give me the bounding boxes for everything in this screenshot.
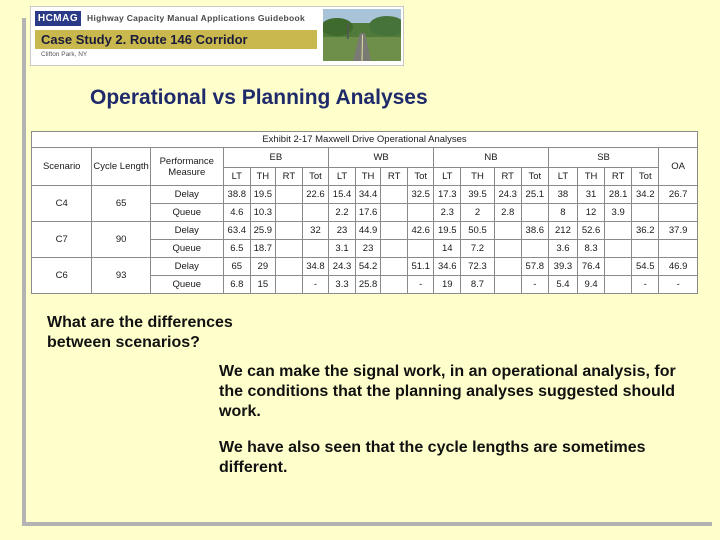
table-cell: 15: [250, 276, 275, 294]
table-cell: 19.5: [250, 186, 275, 204]
table-cell: 38.8: [223, 186, 250, 204]
table-cell: [381, 240, 408, 258]
table-cell: 54.2: [356, 258, 381, 276]
table-cell: [275, 204, 302, 222]
table-cell: [632, 204, 659, 222]
table-cell: [494, 276, 521, 294]
frame-bottom-border: [22, 522, 712, 526]
row-measure: Queue: [150, 204, 223, 222]
table-cell: [408, 204, 434, 222]
table-cell: [381, 222, 408, 240]
table-cell: 32: [302, 222, 328, 240]
table-cell: 17.3: [434, 186, 461, 204]
row-cycle: 65: [92, 186, 150, 222]
question-text: What are the differences between scenarios?: [47, 314, 233, 351]
table-cell: [605, 222, 632, 240]
table-cell: 9.4: [578, 276, 605, 294]
table-cell: [275, 276, 302, 294]
table-cell: 6.8: [223, 276, 250, 294]
header-nb-lt: LT: [434, 168, 461, 186]
table-cell: 17.6: [356, 204, 381, 222]
table-cell: 50.5: [461, 222, 494, 240]
table-cell: [521, 204, 548, 222]
header-nb-tot: Tot: [521, 168, 548, 186]
table-cell: 23: [328, 222, 355, 240]
table-cell: 3.3: [328, 276, 355, 294]
header-eb-tot: Tot: [302, 168, 328, 186]
table-cell: 3.6: [548, 240, 577, 258]
table-cell: 8: [548, 204, 577, 222]
table-cell: [521, 240, 548, 258]
table-cell: 29: [250, 258, 275, 276]
table-cell: 57.8: [521, 258, 548, 276]
table-caption: Exhibit 2-17 Maxwell Drive Operational Analyses: [32, 132, 698, 148]
hcmag-logo: HCMAG: [35, 11, 81, 26]
header-sb-rt: RT: [605, 168, 632, 186]
table-cell: [275, 258, 302, 276]
table-cell: [302, 240, 328, 258]
answer-text-1: We can make the signal work, in an operational analysis, for the conditions that the planning analyses suggested should work.: [219, 363, 676, 420]
table-cell: [494, 222, 521, 240]
row-scenario: C4: [32, 186, 92, 222]
header-sb: SB: [548, 148, 658, 168]
table-cell: 4.6: [223, 204, 250, 222]
header-nb-th: TH: [461, 168, 494, 186]
header-eb-lt: LT: [223, 168, 250, 186]
slide-title: Operational vs Planning Analyses: [90, 86, 428, 109]
header-performance-measure: Performance Measure: [150, 148, 223, 186]
table-cell: [605, 258, 632, 276]
table-cell: -: [302, 276, 328, 294]
table-cell: [659, 240, 698, 258]
table-cell: 7.2: [461, 240, 494, 258]
header-wb-th: TH: [356, 168, 381, 186]
table-cell: 44.9: [356, 222, 381, 240]
header-wb-lt: LT: [328, 168, 355, 186]
header-wb-rt: RT: [381, 168, 408, 186]
table-cell: -: [408, 276, 434, 294]
frame-left-border: [22, 18, 26, 526]
row-cycle: 93: [92, 258, 150, 294]
location-label: Clifton Park, NY: [41, 51, 88, 58]
table-cell: 5.4: [548, 276, 577, 294]
table-cell: 15.4: [328, 186, 355, 204]
table-cell: 2.3: [434, 204, 461, 222]
header-eb-th: TH: [250, 168, 275, 186]
road-photo: [323, 9, 401, 61]
answer-text-2: We have also seen that the cycle lengths are sometimes different.: [219, 439, 646, 476]
table-cell: 2: [461, 204, 494, 222]
header-nb-rt: RT: [494, 168, 521, 186]
row-measure: Queue: [150, 276, 223, 294]
table-cell: 18.7: [250, 240, 275, 258]
table-cell: 3.1: [328, 240, 355, 258]
table-cell: 8.7: [461, 276, 494, 294]
table-cell: 65: [223, 258, 250, 276]
table-cell: [408, 240, 434, 258]
table-cell: 34.6: [434, 258, 461, 276]
guidebook-title: Highway Capacity Manual Applications Guidebook: [87, 13, 305, 23]
table-row: [32, 186, 698, 204]
case-study-title: Case Study 2. Route 146 Corridor: [35, 30, 317, 49]
table-cell: 19: [434, 276, 461, 294]
table-cell: 25.8: [356, 276, 381, 294]
table-cell: [302, 204, 328, 222]
table-cell: 23: [356, 240, 381, 258]
table-cell: 31: [578, 186, 605, 204]
table-cell: 10.3: [250, 204, 275, 222]
table-cell: 34.4: [356, 186, 381, 204]
operational-analyses-table: [31, 131, 698, 294]
table-cell: [381, 204, 408, 222]
header-wb: WB: [328, 148, 433, 168]
table-cell: [605, 276, 632, 294]
table-cell: 54.5: [632, 258, 659, 276]
header-oa: OA: [659, 148, 698, 186]
table-cell: [605, 240, 632, 258]
table-cell: 26.7: [659, 186, 698, 204]
table-cell: 2.8: [494, 204, 521, 222]
table-cell: 24.3: [494, 186, 521, 204]
table-cell: [659, 204, 698, 222]
table-row: [32, 258, 698, 276]
table-cell: [381, 186, 408, 204]
hcmag-banner: [30, 6, 404, 66]
table-cell: [494, 240, 521, 258]
header-sb-lt: LT: [548, 168, 577, 186]
row-measure: Delay: [150, 222, 223, 240]
table-cell: [494, 258, 521, 276]
table-cell: 52.6: [578, 222, 605, 240]
table-cell: 32.5: [408, 186, 434, 204]
row-measure: Delay: [150, 186, 223, 204]
table-cell: 14: [434, 240, 461, 258]
row-scenario: C6: [32, 258, 92, 294]
table-cell: [381, 258, 408, 276]
table-cell: 37.9: [659, 222, 698, 240]
header-scenario: Scenario: [32, 148, 92, 186]
table-cell: 38: [548, 186, 577, 204]
table-cell: 2.2: [328, 204, 355, 222]
row-measure: Queue: [150, 240, 223, 258]
table-cell: 39.3: [548, 258, 577, 276]
table-cell: 8.3: [578, 240, 605, 258]
table-cell: [275, 186, 302, 204]
table-cell: 24.3: [328, 258, 355, 276]
table-cell: 28.1: [605, 186, 632, 204]
header-sb-th: TH: [578, 168, 605, 186]
table-cell: 34.8: [302, 258, 328, 276]
table-cell: [381, 276, 408, 294]
table-cell: -: [632, 276, 659, 294]
header-wb-tot: Tot: [408, 168, 434, 186]
table-cell: 19.5: [434, 222, 461, 240]
table-cell: 212: [548, 222, 577, 240]
row-cycle: 90: [92, 222, 150, 258]
table-cell: 34.2: [632, 186, 659, 204]
table-cell: 36.2: [632, 222, 659, 240]
table-cell: 25.9: [250, 222, 275, 240]
header-eb: EB: [223, 148, 328, 168]
row-scenario: C7: [32, 222, 92, 258]
row-measure: Delay: [150, 258, 223, 276]
header-eb-rt: RT: [275, 168, 302, 186]
table-cell: 42.6: [408, 222, 434, 240]
table-cell: 25.1: [521, 186, 548, 204]
table-cell: [275, 240, 302, 258]
table-cell: 12: [578, 204, 605, 222]
table-cell: 39.5: [461, 186, 494, 204]
table-row: [32, 222, 698, 240]
table-cell: -: [521, 276, 548, 294]
table-cell: 22.6: [302, 186, 328, 204]
header-nb: NB: [434, 148, 549, 168]
table-cell: -: [659, 276, 698, 294]
table-cell: 38.6: [521, 222, 548, 240]
table-cell: [275, 222, 302, 240]
table-cell: 6.5: [223, 240, 250, 258]
header-cycle-length: Cycle Length: [92, 148, 150, 186]
table-cell: [632, 240, 659, 258]
table-cell: 51.1: [408, 258, 434, 276]
table-cell: 46.9: [659, 258, 698, 276]
table-cell: 76.4: [578, 258, 605, 276]
header-sb-tot: Tot: [632, 168, 659, 186]
table-cell: 63.4: [223, 222, 250, 240]
table-cell: 72.3: [461, 258, 494, 276]
table-cell: 3.9: [605, 204, 632, 222]
